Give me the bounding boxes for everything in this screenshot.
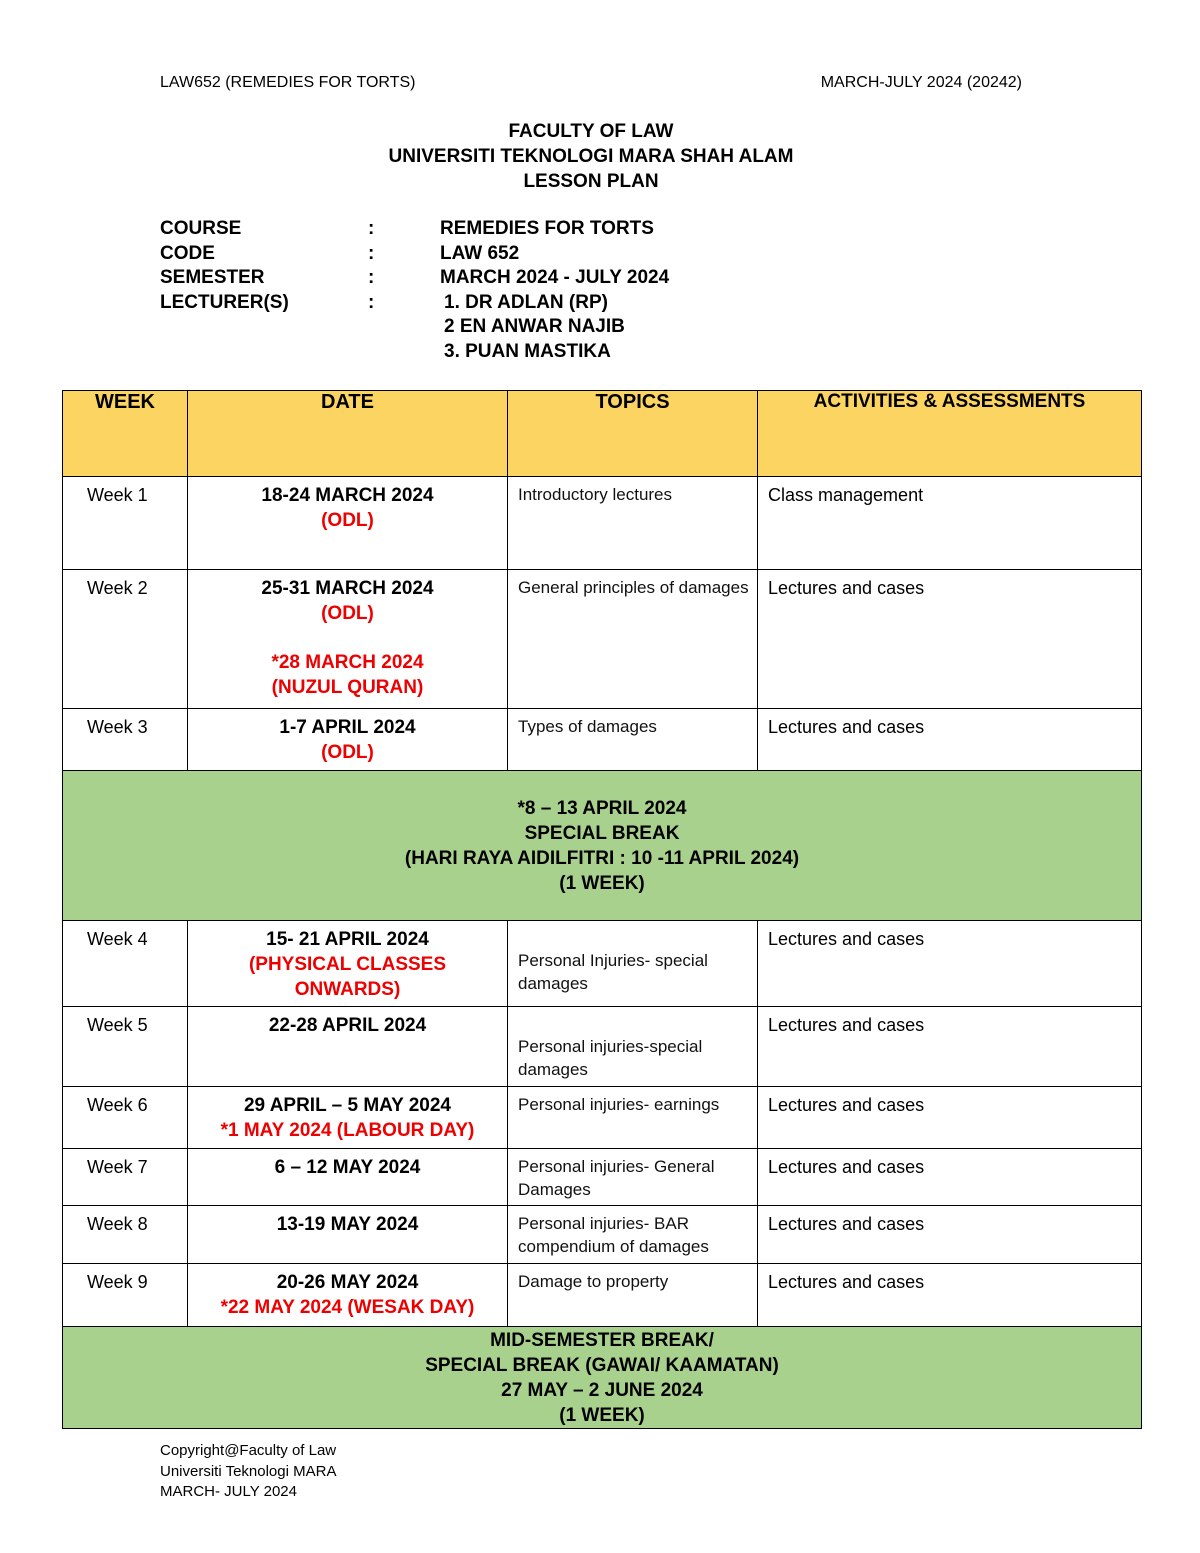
date-cell — [188, 1149, 508, 1206]
topic-cell: General principles of damages — [508, 570, 758, 709]
lesson-plan-table — [62, 390, 1142, 1429]
week-cell: Week 3 — [63, 709, 188, 771]
date-cell — [188, 477, 508, 570]
date-note: (PHYSICAL CLASSES ONWARDS) — [248, 954, 447, 1000]
break-title: MID-SEMESTER BREAK/ — [490, 1329, 714, 1351]
course-label: COURSE — [160, 218, 242, 239]
date-text: 18-24 MARCH 2024 — [261, 485, 434, 506]
lesson-plan-title: LESSON PLAN — [523, 171, 659, 192]
break-row — [63, 771, 1142, 921]
topic-cell: Personal injuries- earnings — [508, 1087, 758, 1149]
table-row — [63, 921, 1142, 1007]
mid-semester-break-cell — [63, 1327, 1142, 1429]
topic-cell: Personal injuries- General Damages — [508, 1149, 758, 1206]
document-titles — [0, 119, 1182, 194]
course-reference: LAW652 (REMEDIES FOR TORTS) — [160, 74, 416, 91]
lecturers-label: LECTURER(S) — [160, 291, 289, 313]
date-text: 29 APRIL – 5 MAY 2024 — [243, 1095, 451, 1116]
footer — [160, 1441, 336, 1503]
holiday-note: *28 MARCH 2024 — [271, 652, 424, 673]
holiday-name: (NUZUL QURAN) — [271, 677, 424, 698]
table-row — [63, 1149, 1142, 1206]
week-cell: Week 6 — [63, 1087, 188, 1149]
table-header-row — [63, 391, 1142, 477]
date-note: *22 MAY 2024 (WESAK DAY) — [220, 1297, 475, 1318]
topic-cell: Personal injuries-special damages — [508, 1007, 758, 1087]
activity-cell: Lectures and cases — [758, 1206, 1142, 1264]
topic-cell: Personal injuries- BAR compendium of damages — [508, 1206, 758, 1264]
lecturer-3: 3. PUAN MASTIKA — [444, 340, 611, 362]
break-duration: (1 WEEK) — [559, 872, 645, 894]
table-row — [63, 709, 1142, 771]
date-text: 20-26 MAY 2024 — [276, 1272, 419, 1293]
date-cell — [188, 1007, 508, 1087]
topic-cell: Introductory lectures — [508, 477, 758, 570]
date-text: 25-31 MARCH 2024 — [261, 578, 434, 599]
table-row — [63, 1007, 1142, 1087]
activity-cell: Lectures and cases — [758, 1007, 1142, 1087]
period-reference: MARCH-JULY 2024 (20242) — [820, 74, 1022, 91]
activity-cell: Lectures and cases — [758, 1264, 1142, 1327]
copyright-line: Copyright@Faculty of Law — [160, 1442, 337, 1459]
activity-cell: Lectures and cases — [758, 709, 1142, 771]
table-row — [63, 477, 1142, 570]
header-date: DATE — [188, 391, 508, 477]
date-note: (ODL) — [321, 603, 374, 624]
break-duration: (1 WEEK) — [559, 1404, 645, 1426]
header-topics: TOPICS — [508, 391, 758, 477]
date-cell — [188, 1087, 508, 1149]
course-info — [160, 217, 669, 364]
week-cell: Week 1 — [63, 477, 188, 570]
faculty-title: FACULTY OF LAW — [508, 121, 674, 142]
break-holiday: (HARI RAYA AIDILFITRI : 10 -11 APRIL 2024) — [404, 847, 800, 869]
date-text: 15- 21 APRIL 2024 — [266, 929, 429, 950]
date-note: (ODL) — [321, 510, 374, 531]
code-label: CODE — [160, 242, 215, 264]
table-row — [63, 570, 1142, 709]
university-line: Universiti Teknologi MARA — [160, 1462, 337, 1480]
date-text: 13-19 MAY 2024 — [276, 1214, 419, 1235]
code-value: LAW 652 — [440, 242, 520, 264]
break-title: SPECIAL BREAK — [524, 822, 680, 844]
colon: : — [368, 242, 375, 264]
date-text: 6 – 12 MAY 2024 — [274, 1157, 421, 1178]
week-cell: Week 9 — [63, 1264, 188, 1327]
date-text: 22-28 APRIL 2024 — [268, 1015, 427, 1036]
break-dates: *8 – 13 APRIL 2024 — [517, 797, 687, 819]
date-cell — [188, 921, 508, 1007]
date-text: 1-7 APRIL 2024 — [279, 717, 416, 738]
date-cell — [188, 709, 508, 771]
date-cell — [188, 570, 508, 709]
week-cell: Week 5 — [63, 1007, 188, 1087]
break-dates: 27 MAY – 2 JUNE 2024 — [501, 1379, 703, 1401]
date-note: (ODL) — [321, 742, 374, 763]
activity-cell: Lectures and cases — [758, 1087, 1142, 1149]
header-activities: ACTIVITIES & ASSESSMENTS — [758, 391, 1142, 477]
topic-cell: Types of damages — [508, 709, 758, 771]
colon: : — [368, 267, 375, 288]
activity-cell: Lectures and cases — [758, 570, 1142, 709]
university-title: UNIVERSITI TEKNOLOGI MARA SHAH ALAM — [388, 146, 794, 167]
break-row — [63, 1327, 1142, 1429]
activity-cell: Lectures and cases — [758, 921, 1142, 1007]
colon: : — [368, 218, 375, 239]
week-cell: Week 2 — [63, 570, 188, 709]
activity-cell: Lectures and cases — [758, 1149, 1142, 1206]
header-week: WEEK — [63, 391, 188, 477]
topic-cell: Damage to property — [508, 1264, 758, 1327]
table-row — [63, 1087, 1142, 1149]
break-subtitle: SPECIAL BREAK (GAWAI/ KAAMATAN) — [425, 1354, 779, 1376]
date-note: *1 MAY 2024 (LABOUR DAY) — [220, 1120, 475, 1141]
semester-label: SEMESTER — [160, 267, 265, 288]
date-cell — [188, 1264, 508, 1327]
date-cell — [188, 1206, 508, 1264]
table-row — [63, 1206, 1142, 1264]
activity-cell: Class management — [758, 477, 1142, 570]
course-value: REMEDIES FOR TORTS — [440, 218, 654, 239]
topic-cell: Personal Injuries- special damages — [508, 921, 758, 1007]
week-cell: Week 8 — [63, 1206, 188, 1264]
lecturer-2: 2 EN ANWAR NAJIB — [444, 316, 625, 337]
semester-value: MARCH 2024 - JULY 2024 — [440, 267, 670, 288]
table-row — [63, 1264, 1142, 1327]
colon: : — [368, 291, 375, 313]
period-line: MARCH- JULY 2024 — [160, 1483, 297, 1500]
lecturer-1: 1. DR ADLAN (RP) — [444, 291, 608, 313]
week-cell: Week 7 — [63, 1149, 188, 1206]
week-cell: Week 4 — [63, 921, 188, 1007]
special-break-cell — [63, 771, 1142, 921]
